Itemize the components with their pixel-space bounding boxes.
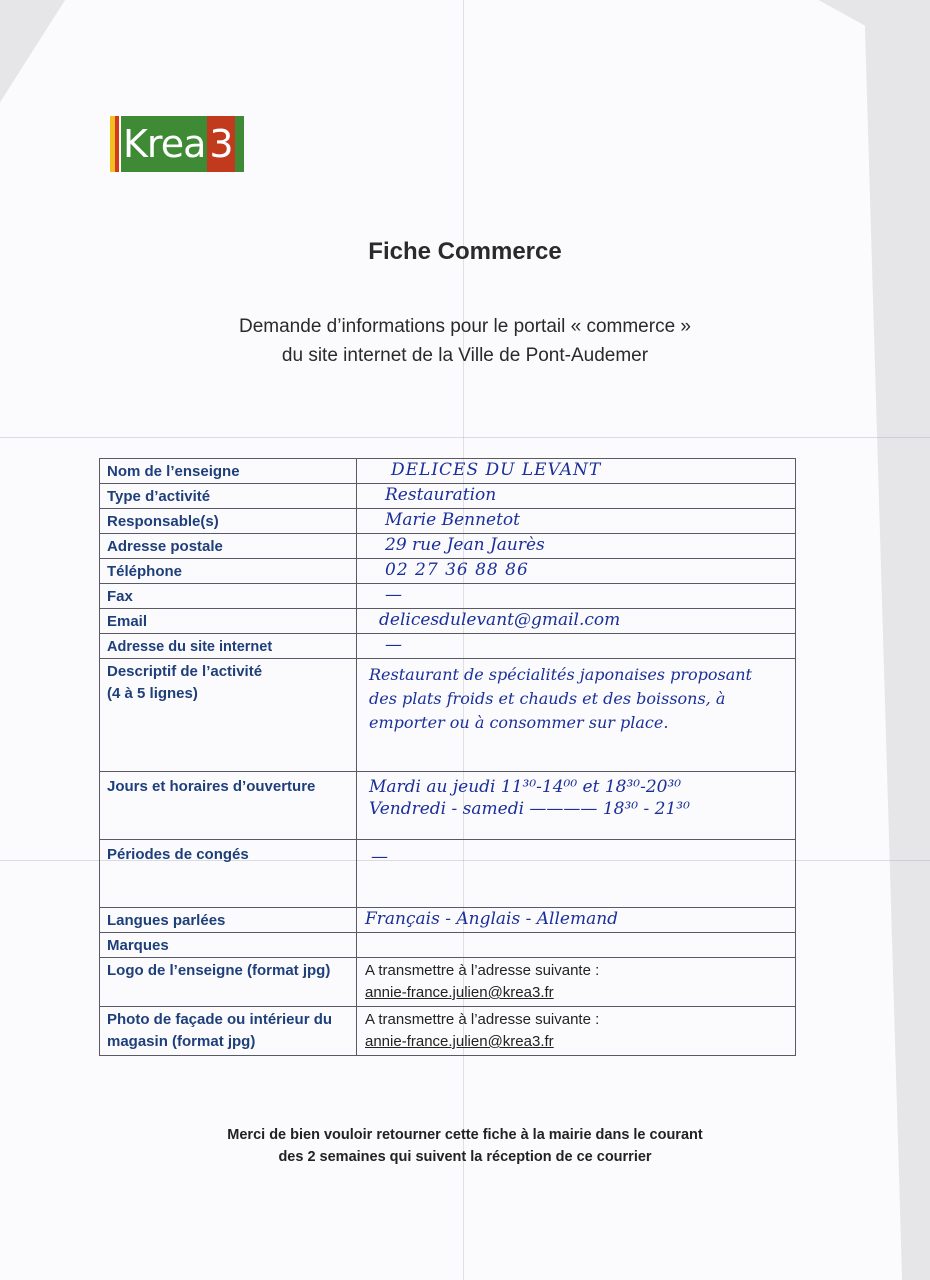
value-responsable[interactable]: Marie Bennetot (385, 510, 520, 530)
row-nom-enseigne (100, 459, 796, 484)
label-telephone: Téléphone (100, 559, 357, 584)
label-nom-enseigne: Nom de l’enseigne (100, 459, 357, 484)
value-horaires-line-2[interactable]: Vendredi - samedi ———— 18³⁰ - 21³⁰ (369, 799, 690, 819)
row-marques (100, 933, 796, 958)
value-type-activite[interactable]: Restauration (385, 485, 497, 505)
commerce-form-table (99, 458, 796, 1056)
label-adresse-postale: Adresse postale (100, 534, 357, 559)
row-fax (100, 584, 796, 609)
label-langues: Langues parlées (100, 908, 357, 933)
row-conges (100, 840, 796, 908)
fold-line (0, 437, 930, 438)
value-logo-email-link[interactable]: annie-france.julien@krea3.fr (365, 984, 554, 1001)
value-horaires-line-1[interactable]: Mardi au jeudi 11³⁰-14⁰⁰ et 18³⁰-20³⁰ (369, 777, 682, 797)
page-title: Fiche Commerce (368, 238, 562, 265)
label-email: Email (100, 609, 357, 634)
row-site-internet (100, 634, 796, 659)
label-photo-facade: Photo de façade ou intérieur du magasin (format jpg) (100, 1007, 357, 1056)
row-email (100, 609, 796, 634)
row-logo-enseigne (100, 958, 796, 1007)
label-responsable: Responsable(s) (100, 509, 357, 534)
value-logo-instruction: A transmettre à l’adresse suivante : (365, 962, 600, 979)
label-descriptif-line-1: Descriptif de l’activité (107, 663, 263, 680)
subtitle-line-1: Demande d’informations pour le portail « commerce » (239, 316, 691, 337)
label-horaires: Jours et horaires d’ouverture (100, 772, 357, 840)
value-langues[interactable]: Français - Anglais - Allemand (365, 909, 619, 929)
row-horaires (100, 772, 796, 840)
row-type-activite (100, 484, 796, 509)
value-nom-enseigne[interactable]: DELICES DU LEVANT (391, 460, 602, 480)
label-fax: Fax (100, 584, 357, 609)
value-telephone[interactable]: 02 27 36 88 86 (385, 560, 529, 580)
row-responsable (100, 509, 796, 534)
value-photo-instruction: A transmettre à l’adresse suivante : (365, 1011, 600, 1028)
label-marques: Marques (100, 933, 357, 958)
value-descriptif[interactable]: Restaurant de spécialités japonaises proposant des plats froids et chauds et des boissons, à emporter ou à consommer sur place. (369, 665, 752, 732)
value-fax[interactable]: — (385, 585, 402, 605)
row-photo-facade (100, 1007, 796, 1056)
value-email[interactable]: delicesdulevant@gmail.com (379, 610, 621, 630)
footer-line-1: Merci de bien vouloir retourner cette fiche à la mairie dans le courant (227, 1127, 703, 1143)
label-site-internet: Adresse du site internet (100, 634, 357, 659)
subtitle (0, 312, 930, 370)
value-adresse-postale[interactable]: 29 rue Jean Jaurès (385, 535, 545, 555)
row-langues (100, 908, 796, 933)
krea3-logo: Krea 3 (110, 116, 244, 172)
value-conges[interactable]: — (371, 847, 388, 867)
row-adresse-postale (100, 534, 796, 559)
value-photo-email-link[interactable]: annie-france.julien@krea3.fr (365, 1033, 554, 1050)
label-type-activite: Type d’activité (100, 484, 357, 509)
label-descriptif-line-2: (4 à 5 lignes) (107, 685, 198, 702)
row-telephone (100, 559, 796, 584)
footer-note (0, 1124, 930, 1168)
value-site-internet[interactable]: — (385, 635, 402, 655)
footer-line-2: des 2 semaines qui suivent la réception de ce courrier (278, 1149, 652, 1165)
label-conges: Périodes de congés (100, 840, 357, 908)
label-logo-enseigne: Logo de l’enseigne (format jpg) (100, 958, 357, 1007)
label-descriptif (100, 659, 357, 772)
subtitle-line-2: du site internet de la Ville de Pont-Audemer (281, 345, 649, 366)
row-descriptif (100, 659, 796, 772)
